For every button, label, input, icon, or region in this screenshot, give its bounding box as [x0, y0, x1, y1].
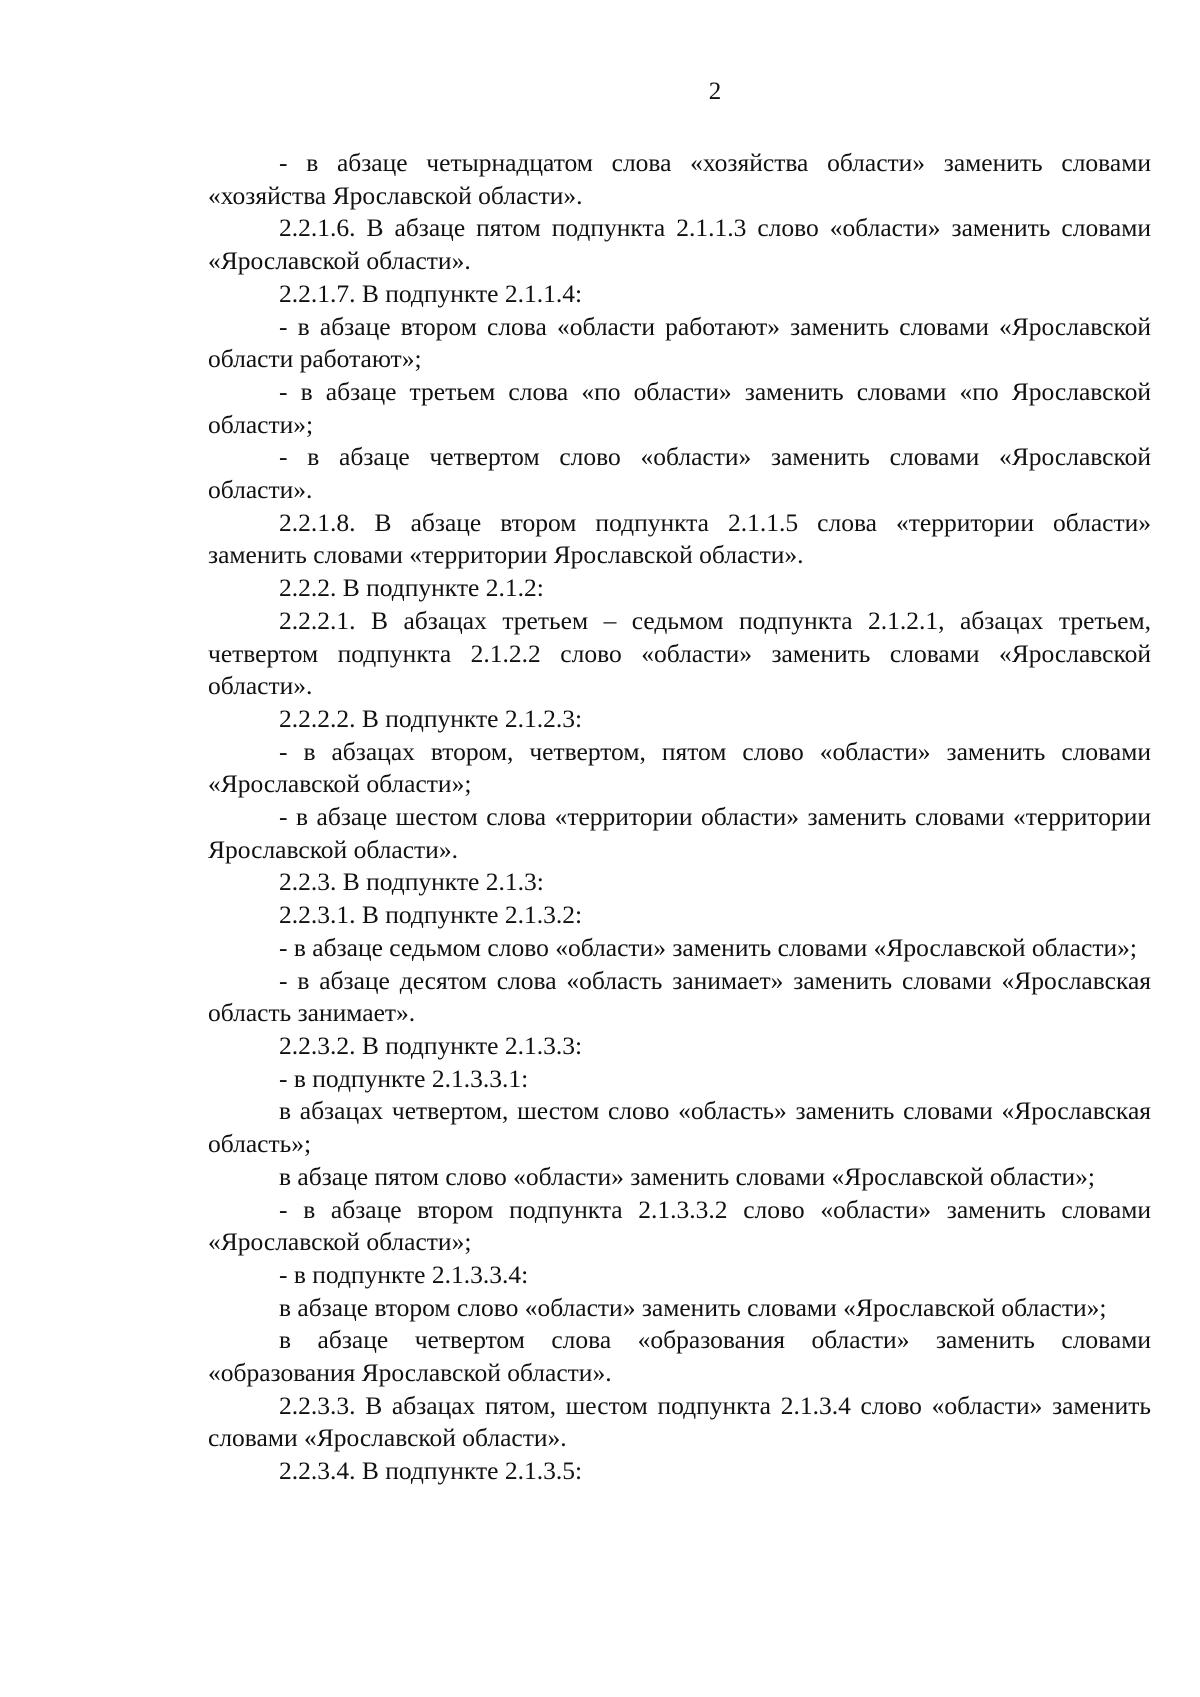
paragraph: 2.2.2. В подпункте 2.1.2:	[279, 573, 544, 603]
paragraph: в абзаце пятом слово «области» заменить словами «Ярославской области»;	[279, 1161, 1095, 1191]
document-body	[208, 147, 1151, 1488]
paragraph: в абзацах четвертом, шестом слово «область» заменить словами «Ярославская область»;	[208, 1096, 1151, 1159]
paragraph: - в абзаце третьем слова «по области» заменить словами «по Ярославской области»;	[208, 376, 1151, 439]
paragraph: - в абзаце десятом слова «область занимает» заменить словами «Ярославская область занимает».	[208, 965, 1151, 1028]
paragraph: 2.2.2.2. В подпункте 2.1.2.3:	[279, 703, 583, 733]
paragraph: 2.2.3.3. В абзацах пятом, шестом подпункта 2.1.3.4 слово «области» заменить словами «Ярославской области».	[208, 1390, 1151, 1453]
paragraph: 2.2.3.2. В подпункте 2.1.3.3:	[279, 1030, 583, 1060]
paragraph: - в абзаце шестом слова «территории области» заменить словами «территории Ярославской области».	[208, 802, 1151, 864]
paragraph: 2.2.3. В подпункте 2.1.3:	[279, 867, 544, 897]
paragraph: 2.2.1.7. В подпункте 2.1.1.4:	[279, 278, 583, 308]
page-number: 2	[708, 78, 722, 105]
paragraph: 2.2.2.1. В абзацах третьем – седьмом подпункта 2.1.2.1, абзацах третьем, четвертом подпункта 2.1.2.2 слово «области» заменить словами «Ярославской области».	[208, 605, 1151, 701]
paragraph: 2.2.3.4. В подпункте 2.1.3.5:	[279, 1456, 583, 1486]
paragraph: 2.2.1.6. В абзаце пятом подпункта 2.1.1.3 слово «области» заменить словами «Ярославской области».	[208, 213, 1151, 276]
paragraph: - в абзаце четвертом слово «области» заменить словами «Ярославской области».	[208, 442, 1151, 505]
paragraph: в абзаце втором слово «области» заменить словами «Ярославской области»;	[279, 1292, 1107, 1322]
paragraph: - в абзаце втором слова «области работают» заменить словами «Ярославской области работают»;	[208, 311, 1151, 374]
paragraph: - в абзацах втором, четвертом, пятом слово «области» заменить словами «Ярославской области»;	[208, 736, 1151, 799]
paragraph: - в подпункте 2.1.3.3.1:	[279, 1063, 529, 1093]
paragraph: 2.2.1.8. В абзаце втором подпункта 2.1.1.5 слова «территории области» заменить словами «территории Ярославской области».	[208, 507, 1151, 570]
paragraph: - в абзаце седьмом слово «области» заменить словами «Ярославской области»;	[279, 932, 1137, 962]
paragraph: - в абзаце четырнадцатом слова «хозяйства области» заменить словами «хозяйства Ярославской области».	[208, 148, 1151, 210]
paragraph: - в абзаце втором подпункта 2.1.3.3.2 слово «области» заменить словами «Ярославской области»;	[208, 1194, 1151, 1257]
paragraph: 2.2.3.1. В подпункте 2.1.3.2:	[279, 900, 583, 930]
paragraph: в абзаце четвертом слова «образования области» заменить словами «образования Ярославской области».	[208, 1325, 1151, 1388]
paragraph: - в подпункте 2.1.3.3.4:	[279, 1259, 529, 1289]
